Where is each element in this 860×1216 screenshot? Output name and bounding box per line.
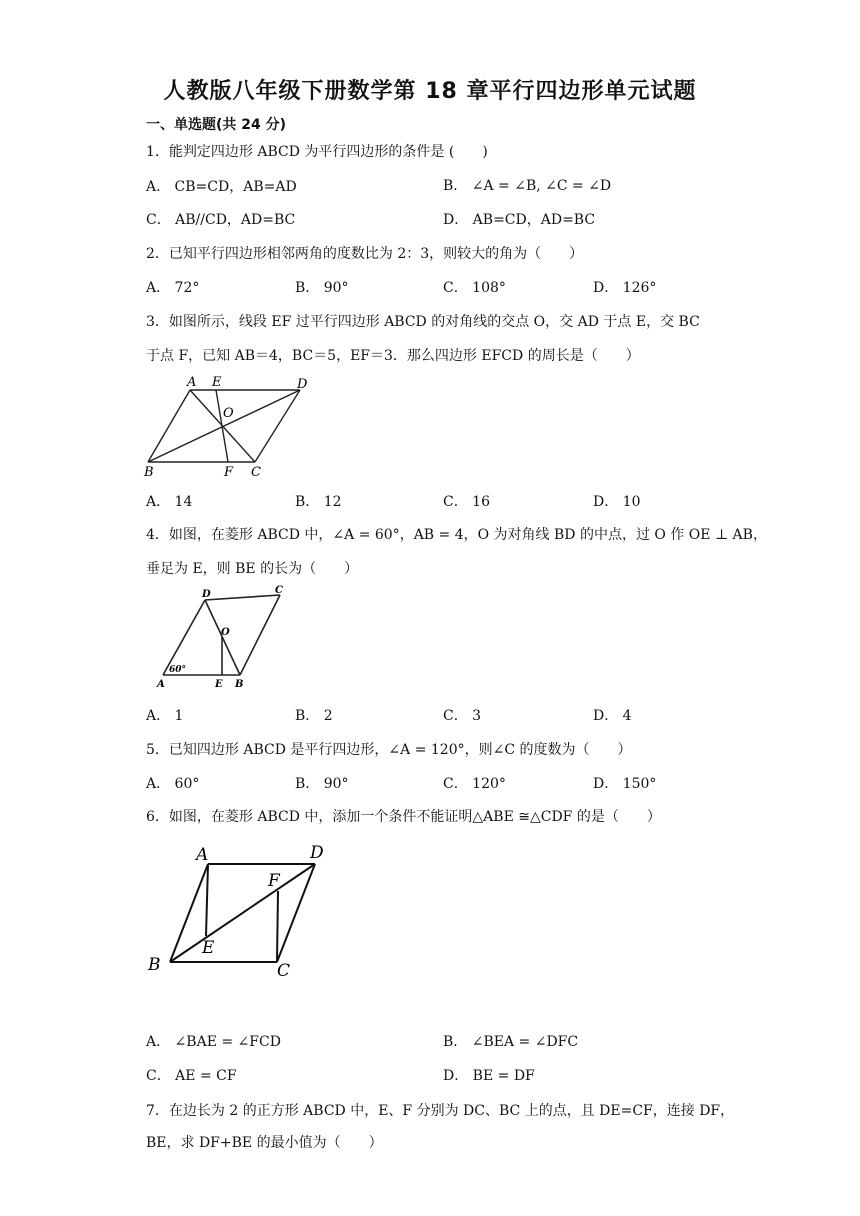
section-heading: 一、单选题(共 24 分) bbox=[146, 117, 287, 133]
q4-label-o: O bbox=[221, 627, 230, 638]
question-7-stem-line2: BE，求 DF+BE 的最小值为（ ） bbox=[146, 1135, 383, 1151]
q6-option-a: A． ∠BAE = ∠FCD bbox=[146, 1034, 281, 1050]
q3-option-b: B． 12 bbox=[295, 494, 342, 510]
q3-option-c: C． 16 bbox=[443, 494, 490, 510]
q6-option-d: D． BE = DF bbox=[443, 1068, 535, 1084]
q6-label-a: A bbox=[196, 845, 209, 865]
q4-option-a: A． 1 bbox=[146, 708, 184, 724]
q1-option-d: D． AB=CD，AD=BC bbox=[443, 212, 596, 228]
q6-option-c: C． AE = CF bbox=[146, 1068, 237, 1084]
q5-option-d: D． 150° bbox=[593, 776, 657, 792]
q2-option-d: D． 126° bbox=[593, 280, 657, 296]
q3-option-a: A． 14 bbox=[146, 494, 193, 510]
q3-label-b: B bbox=[144, 465, 154, 480]
q4-label-c: C bbox=[275, 585, 283, 596]
q6-label-d: D bbox=[310, 843, 324, 863]
q4-label-b: B bbox=[235, 679, 244, 690]
q1-option-b: B． ∠A = ∠B, ∠C = ∠D bbox=[443, 178, 612, 194]
q4-label-angle: 60° bbox=[169, 665, 187, 675]
q4-option-d: D． 4 bbox=[593, 708, 632, 724]
question-2-stem: 2．已知平行四边形相邻两角的度数比为 2：3，则较大的角为（ ） bbox=[146, 246, 584, 262]
q6-label-b: B bbox=[148, 955, 161, 975]
q1-option-a: A． CB=CD，AB=AD bbox=[146, 179, 297, 195]
q3-label-a: A bbox=[187, 375, 197, 390]
question-3-stem-line2: 于点 F，已知 AB＝4，BC＝5，EF＝3．那么四边形 EFCD 的周长是（ ） bbox=[146, 348, 640, 364]
question-1-stem: 1．能判定四边形 ABCD 为平行四边形的条件是 ( ) bbox=[146, 144, 488, 160]
q4-rhombus-figure bbox=[155, 585, 305, 690]
question-7-stem-line1: 7．在边长为 2 的正方形 ABCD 中，E、F 分别为 DC、BC 上的点，且 DE=CF，连接 DF， bbox=[146, 1103, 735, 1119]
q3-label-f: F bbox=[224, 465, 234, 480]
question-3-stem-line1: 3．如图所示，线段 EF 过平行四边形 ABCD 的对角线的交点 O，交 AD 于点 E，交 BC bbox=[146, 314, 700, 330]
q2-option-a: A． 72° bbox=[146, 280, 200, 296]
q4-label-d: D bbox=[202, 589, 211, 600]
q4-option-c: C． 3 bbox=[443, 708, 482, 724]
q5-option-c: C． 120° bbox=[443, 776, 506, 792]
q2-option-c: C． 108° bbox=[443, 280, 506, 296]
question-4-stem-line2: 垂足为 E，则 BE 的长为（ ） bbox=[146, 561, 359, 577]
q4-label-e: E bbox=[215, 679, 223, 690]
q3-label-d: D bbox=[297, 377, 308, 392]
q6-option-b: B． ∠BEA = ∠DFC bbox=[443, 1034, 579, 1050]
question-4-stem-line1: 4．如图，在菱形 ABCD 中，∠A = 60°，AB = 4，O 为对角线 BD 的中点，过 O 作 OE ⊥ AB， bbox=[146, 527, 767, 543]
q4-option-b: B． 2 bbox=[295, 708, 333, 724]
q4-label-a: A bbox=[157, 679, 165, 690]
q6-label-f: F bbox=[268, 871, 280, 891]
q6-label-e: E bbox=[202, 938, 215, 958]
q6-rhombus-figure bbox=[140, 838, 340, 983]
question-5-stem: 5．已知四边形 ABCD 是平行四边形，∠A = 120°，则∠C 的度数为（ ） bbox=[146, 742, 632, 758]
q5-option-a: A． 60° bbox=[146, 776, 200, 792]
question-6-stem: 6．如图，在菱形 ABCD 中，添加一个条件不能证明△ABE ≅△CDF 的是（ ） bbox=[146, 809, 661, 825]
q3-parallelogram-figure bbox=[140, 370, 330, 480]
q3-label-e: E bbox=[212, 375, 222, 390]
q6-label-c: C bbox=[277, 961, 291, 981]
q3-option-d: D． 10 bbox=[593, 494, 641, 510]
q5-option-b: B． 90° bbox=[295, 776, 349, 792]
q1-option-c: C． AB//CD，AD=BC bbox=[146, 212, 296, 228]
q3-label-o: O bbox=[223, 406, 234, 421]
q3-label-c: C bbox=[251, 465, 261, 480]
page-title: 人教版八年级下册数学第 18 章平行四边形单元试题 bbox=[163, 79, 697, 104]
q2-option-b: B． 90° bbox=[295, 280, 349, 296]
